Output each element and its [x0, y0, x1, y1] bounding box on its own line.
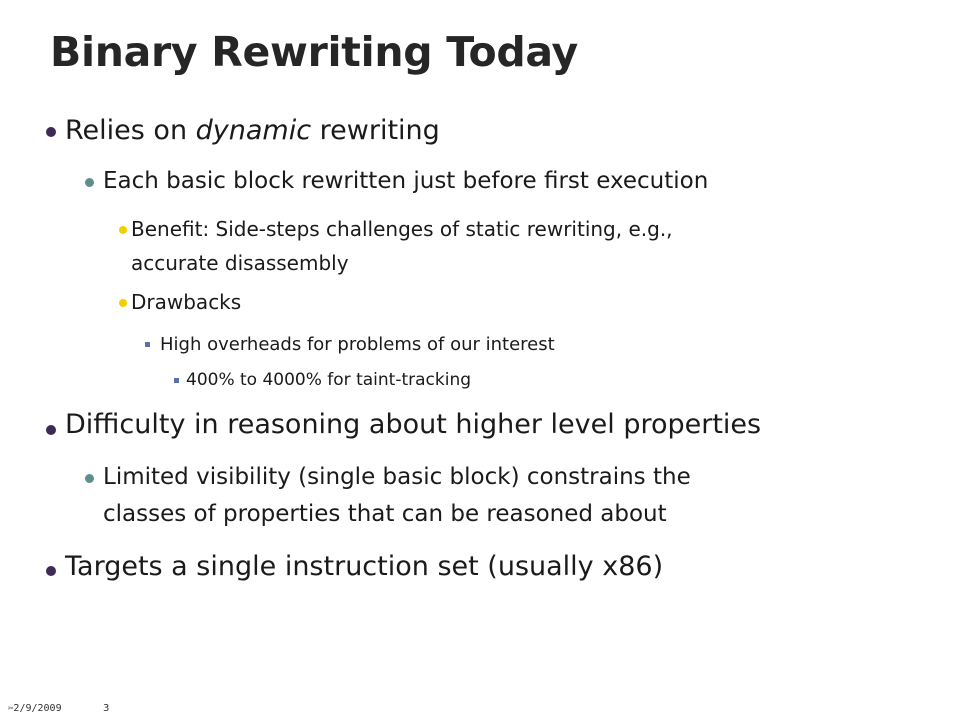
scissors-icon: ✂ — [8, 704, 14, 714]
bullet-high-overheads: High overheads for problems of our interest — [160, 334, 555, 355]
bullet-drawbacks: Drawbacks — [131, 290, 242, 314]
bullet-dot-icon — [46, 425, 56, 435]
footer-date-text: 2/9/2009 — [13, 703, 62, 714]
bullet-basic-block-rewritten: Each basic block rewritten just before first execution — [103, 168, 709, 194]
bullet-text-suffix: rewriting — [311, 115, 440, 146]
bullet-text-emphasis: dynamic — [195, 115, 312, 146]
slide-title: Binary Rewriting Today — [50, 28, 578, 76]
bullet-dot-icon — [85, 178, 94, 187]
bullet-dot-icon — [46, 127, 56, 137]
square-bullet-icon — [145, 342, 150, 347]
bullet-dot-icon — [119, 226, 127, 234]
bullet-limited-visibility-line2: classes of properties that can be reasoned about — [103, 501, 667, 527]
bullet-difficulty-reasoning: Difficulty in reasoning about higher level properties — [65, 409, 762, 440]
bullet-taint-tracking: 400% to 4000% for taint-tracking — [186, 370, 472, 390]
bullet-text-prefix: Relies on — [65, 115, 196, 146]
square-bullet-icon — [174, 378, 179, 383]
bullet-limited-visibility-line1: Limited visibility (single basic block) constrains the — [103, 464, 691, 490]
bullet-dot-icon — [46, 566, 56, 576]
bullet-single-instruction-set: Targets a single instruction set (usually x86) — [65, 551, 664, 582]
bullet-dynamic-rewriting — [65, 115, 440, 146]
bullet-dot-icon — [119, 299, 127, 307]
bullet-benefit-line1: Benefit: Side-steps challenges of static rewriting, e.g., — [131, 217, 673, 241]
bullet-benefit-line2: accurate disassembly — [131, 251, 349, 275]
page-number: 3 — [103, 703, 110, 714]
bullet-dot-icon — [85, 474, 94, 483]
footer-date — [8, 703, 62, 714]
